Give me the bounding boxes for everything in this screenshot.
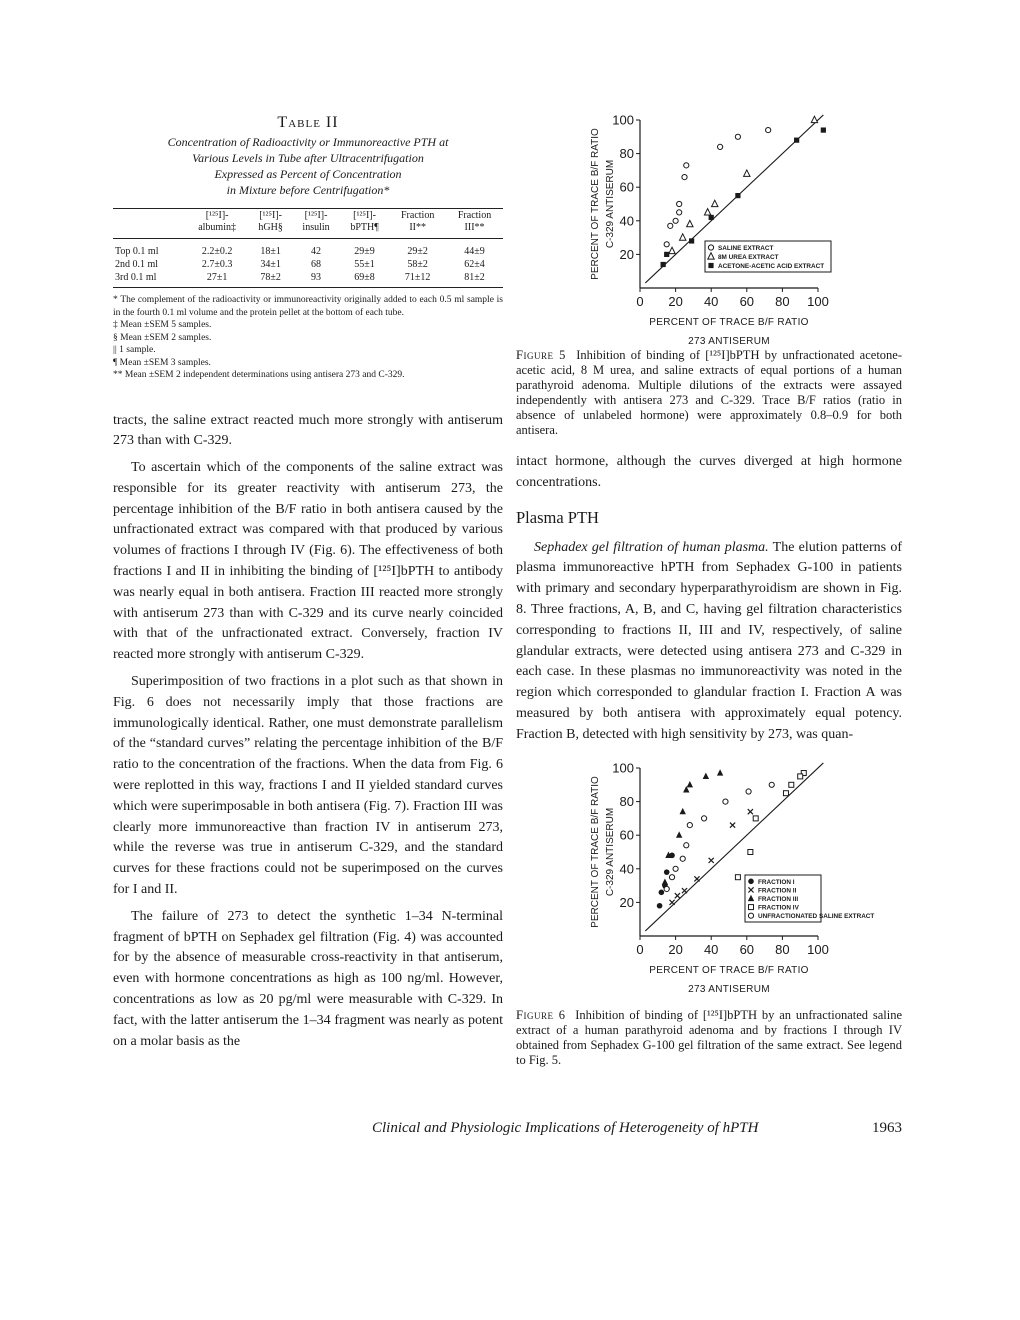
y-axis-label: C-329 ANTISERUM — [605, 807, 616, 896]
table-row — [113, 271, 503, 288]
legend-label: FRACTION IV — [758, 904, 799, 912]
y-axis-label: PERCENT OF TRACE B/F RATIO — [590, 775, 601, 928]
table-footnotes — [113, 294, 503, 382]
right-column — [516, 100, 902, 1068]
y-tick-label: 60 — [619, 827, 634, 843]
x-tick-label: 40 — [703, 941, 719, 957]
y-axis-label: C-329 ANTISERUM — [605, 159, 616, 249]
data-point — [746, 788, 751, 793]
data-point — [783, 790, 788, 795]
table-footnote: ** Mean ±SEM 2 independent determinations using antisera 273 and C-329. — [113, 370, 405, 380]
data-point — [682, 888, 687, 893]
figure-6-label: Figure 6 — [516, 1007, 566, 1022]
table-cell: 78±2 — [249, 271, 292, 288]
table-cell: 44±9 — [464, 246, 485, 257]
y-tick-label: 20 — [619, 246, 634, 262]
y-tick-label: 40 — [619, 860, 634, 876]
data-point — [662, 878, 668, 884]
data-point — [664, 869, 670, 875]
data-point — [718, 144, 723, 149]
data-point — [684, 163, 689, 168]
figure-6-chart — [516, 754, 902, 1006]
data-point — [749, 904, 754, 909]
table-footnote: ‡ Mean ±SEM 5 samples. — [113, 320, 212, 330]
y-tick-label: 80 — [619, 146, 634, 162]
table-footnote: § Mean ±SEM 2 samples. — [113, 332, 212, 343]
table-cell: Top 0.1 ml — [115, 246, 159, 257]
x-tick-label: 40 — [703, 294, 719, 309]
y-tick-label: 20 — [619, 894, 634, 910]
x-tick-label: 80 — [775, 941, 790, 957]
page-number: 1963 — [872, 1120, 902, 1136]
legend-label: FRACTION I — [758, 878, 795, 886]
table-cell: 42 — [311, 246, 322, 257]
table-header-cell: [¹²⁵I]- bPTH¶ — [340, 209, 389, 239]
table-caption-line: in Mixture before Centrifugation* — [226, 183, 390, 197]
y-tick-label: 40 — [619, 213, 634, 229]
section-heading: Plasma PTH — [516, 507, 599, 527]
data-point — [668, 223, 673, 228]
data-point — [680, 807, 686, 813]
table-cell: 29±2 — [407, 246, 428, 257]
data-point — [675, 893, 680, 898]
y-tick-label: 100 — [612, 112, 634, 128]
data-point — [717, 769, 723, 775]
data-point — [694, 876, 699, 881]
table-cell: 3rd 0.1 ml — [113, 271, 185, 288]
data-point — [735, 134, 740, 139]
legend-label: SALINE EXTRACT — [718, 245, 774, 252]
x-axis-label: PERCENT OF TRACE B/F RATIO — [649, 317, 809, 328]
x-tick-label: 20 — [668, 294, 683, 309]
table-cell: 27±1 — [185, 271, 249, 288]
table-footnote: ¶ Mean ±SEM 3 samples. — [113, 357, 211, 368]
data-point — [664, 886, 669, 891]
x-tick-label: 20 — [668, 941, 683, 957]
data-point — [748, 809, 753, 814]
data-point — [712, 200, 718, 206]
data-point — [735, 193, 740, 198]
subsection-label: Sephadex gel filtration of human plasma. — [534, 539, 769, 555]
data-point — [701, 815, 706, 820]
data-point — [677, 210, 682, 215]
table-header-cell: [¹²⁵I]- insulin — [292, 209, 340, 239]
figure-5-caption — [516, 348, 902, 438]
legend-label: 8M UREA EXTRACT — [718, 254, 779, 261]
y-tick-label: 100 — [612, 760, 634, 776]
data-table — [113, 208, 503, 288]
data-point — [687, 781, 693, 787]
data-point — [661, 262, 666, 267]
data-point — [709, 215, 714, 220]
data-point — [659, 889, 665, 895]
x-tick-label: 80 — [775, 294, 790, 309]
table-cell: 69±8 — [340, 271, 389, 288]
table-cell: 2.7±0.3 — [201, 259, 233, 270]
table-cell: 34±1 — [260, 259, 281, 270]
data-point — [689, 238, 694, 243]
data-point — [657, 903, 663, 909]
data-point — [730, 822, 735, 827]
data-point — [664, 242, 669, 247]
data-point — [703, 772, 709, 778]
legend-label: ACETONE-ACETIC ACID EXTRACT — [718, 263, 825, 270]
data-point — [677, 201, 682, 206]
table-footnote: || 1 sample. — [113, 345, 156, 355]
figure-5-caption-text: Inhibition of binding of [¹²⁵I]bPTH by unfractionated acetone-acetic acid, 8 M urea, and saline extracts of equal portions of a human parathyroid adenoma. Multiple dilutions of the extracts were assayed independently with antisera 273 and C-329. Trace B/F ratios (ratio in absence of unlabeled hormone) were approximately 0.8–0.9 for both antisera. — [516, 348, 903, 437]
data-point — [687, 822, 692, 827]
data-point — [687, 220, 693, 226]
table-caption-line: Various Levels in Tube after Ultracentrifugation — [192, 151, 424, 165]
x-tick-label: 0 — [636, 941, 644, 957]
x-axis-label: 273 ANTISERUM — [688, 983, 770, 995]
data-point — [680, 234, 686, 240]
table-header-cell: Fraction III** — [446, 209, 503, 239]
data-point — [709, 857, 714, 862]
data-point — [664, 252, 669, 257]
table-caption-line: Expressed as Percent of Concentration — [214, 167, 402, 181]
data-point — [680, 856, 685, 861]
table-cell: 2.2±0.2 — [201, 246, 233, 257]
data-point — [708, 245, 713, 250]
data-point — [684, 842, 689, 847]
data-point — [735, 874, 740, 879]
table-caption — [113, 134, 503, 198]
y-tick-label: 80 — [619, 793, 634, 809]
data-point — [794, 138, 799, 143]
data-point — [748, 913, 753, 918]
legend-label: UNFRACTIONATED SALINE EXTRACT — [758, 912, 875, 920]
left-body-text — [113, 411, 503, 1053]
x-tick-label: 60 — [739, 941, 755, 957]
body-paragraph: Superimposition of two fractions in a plot such as that shown in Fig. 6 does not necessarily imply that those fractions are immunologically identical. Rather, one must demonstrate parallelism of the “standard curves” relating the percentage inhibition of the B/F ratio to the concentration of the fractions. When the data from Fig. 6 were replotted in this way, fractions I and II yielded standard curves which were superimposable in both antisera (Fig. 7). Fraction III was clearly more immunoreactive than fraction IV in antiserum 273, while the reverse was true in antiserum C-329, and the standard curves for these fractions could not be superimposed on the curves for I and II. — [113, 674, 503, 898]
table-cell: 81±2 — [446, 271, 503, 288]
data-point — [748, 849, 753, 854]
data-point — [769, 782, 774, 787]
table-footnote: * The complement of the radioactivity or immunoreactivity originally added to each 0.5 ml sample is in the fourth 0.1 ml volume and the protein pellet at the bottom of each tube. — [113, 295, 503, 318]
right-body-paragraph — [516, 538, 902, 746]
x-axis-label: PERCENT OF TRACE B/F RATIO — [649, 964, 809, 976]
x-tick-label: 100 — [807, 294, 829, 309]
table-cell: 93 — [292, 271, 340, 288]
y-axis-label: PERCENT OF TRACE B/F RATIO — [590, 128, 601, 280]
data-point — [682, 175, 687, 180]
data-point — [766, 127, 771, 132]
data-point — [669, 899, 674, 904]
data-point — [669, 874, 674, 879]
figure-5 — [516, 100, 902, 438]
table-header-row — [113, 209, 503, 239]
table-cell: 71±12 — [389, 271, 446, 288]
page-footer — [372, 1120, 902, 1137]
table-header-cell: Fraction II** — [389, 209, 446, 239]
data-point — [744, 170, 750, 176]
table-cell: 68 — [311, 259, 322, 270]
right-intro-paragraph: intact hormone, although the curves diverged at high hormone concentrations. — [516, 454, 902, 490]
legend-label: FRACTION II — [758, 886, 797, 894]
x-tick-label: 60 — [739, 294, 755, 309]
table-cell: 62±4 — [464, 259, 485, 270]
body-paragraph: tracts, the saline extract reacted much more strongly with antiserum 273 than with C-329. — [113, 412, 503, 449]
data-point — [748, 878, 754, 884]
x-tick-label: 0 — [636, 294, 644, 309]
data-point — [753, 815, 758, 820]
legend-label: FRACTION III — [758, 895, 799, 903]
table-title: Table II — [277, 114, 339, 131]
figure-6-caption — [516, 1008, 902, 1068]
body-paragraph: To ascertain which of the components of the saline extract was responsible for its greater reactivity with antiserum 273, the percentage inhibition of the B/F ratio in both antisera caused by the unfractionated extract was compared with that produced by various volumes of fractions I through IV (Fig. 6). The effectiveness of both fractions I and II in inhibiting the binding of [¹²⁵I]bPTH to antibody was nearly equal in both antisera. Fraction III reacted more strongly with antiserum 273 than with C-329 and its curve nearly coincided with that of the unfractionated extract. Conversely, fraction IV reacted more strongly with antiserum C-329. — [113, 460, 503, 663]
table-cell: 29±9 — [354, 246, 375, 257]
data-point — [708, 263, 713, 268]
figure-6-caption-text: Inhibition of binding of [¹²⁵I]bPTH by an unfractionated saline extract of a human parathyroid adenoma and by fractions I through IV obtained from Sephadex G-100 gel filtration of the same extract. See legend to Fig. 5. — [516, 1007, 903, 1067]
table-caption-line: Concentration of Radioactivity or Immunoreactive PTH at — [167, 135, 449, 149]
right-body-text: The elution patterns of plasma immunoreactive hPTH from Sephadex G-100 in patients with primary and secondary hyperparathyroidism are shown in Fig. 8. Three fractions, A, B, and C, having gel filtration characteristics corresponding to fractions II, III and IV, respectively, of saline glandular extracts, were detected using antisera 273 and C-329 in each case. In these plasmas no immunoreactivity was noted in the region which corresponded to glandular fraction I. Fraction A was measured by both antisera with approximately equal potency. Fraction B, detected with high sensitivity by 273, was quan- — [516, 539, 902, 742]
running-title: Clinical and Physiologic Implications of Heterogeneity of hPTH — [372, 1120, 759, 1136]
table-cell: 2nd 0.1 ml — [115, 259, 159, 270]
data-point — [676, 831, 682, 837]
x-tick-label: 100 — [807, 941, 829, 957]
x-axis-label: 273 ANTISERUM — [688, 336, 770, 344]
table-header-cell: [¹²⁵I]- albumin‡ — [185, 209, 249, 239]
figure-5-chart — [516, 100, 902, 344]
table-header-cell: [¹²⁵I]- hGH§ — [249, 209, 292, 239]
data-point — [704, 209, 710, 215]
figure-6 — [516, 754, 902, 1068]
data-point — [669, 247, 675, 253]
table-cell: 55±1 — [354, 259, 375, 270]
table-cell: 18±1 — [260, 246, 281, 257]
data-point — [821, 127, 826, 132]
data-point — [811, 116, 817, 122]
table-header-cell — [113, 209, 185, 239]
table-row — [113, 239, 503, 259]
data-point — [798, 773, 803, 778]
data-point — [789, 782, 794, 787]
data-point — [723, 799, 728, 804]
y-tick-label: 60 — [619, 179, 634, 195]
body-paragraph: The failure of 273 to detect the synthetic 1–34 N-terminal fragment of bPTH on Sephadex gel filtration (Fig. 4) was accounted for by the absence of measurable cross-reactivity in that antiserum, even with hormone concentrations as high as 100 ng/ml. However, concentrations as low as 20 pg/ml were measurable with C-329. In fact, with the latter antiserum the 1–34 fragment was nearly as potent on a molar basis as the — [113, 908, 503, 1049]
left-column — [113, 110, 503, 1052]
figure-5-label: Figure 5 — [516, 348, 566, 362]
data-point — [673, 218, 678, 223]
table-cell: 58±2 — [407, 259, 428, 270]
table-row — [113, 258, 503, 271]
data-point — [673, 866, 678, 871]
